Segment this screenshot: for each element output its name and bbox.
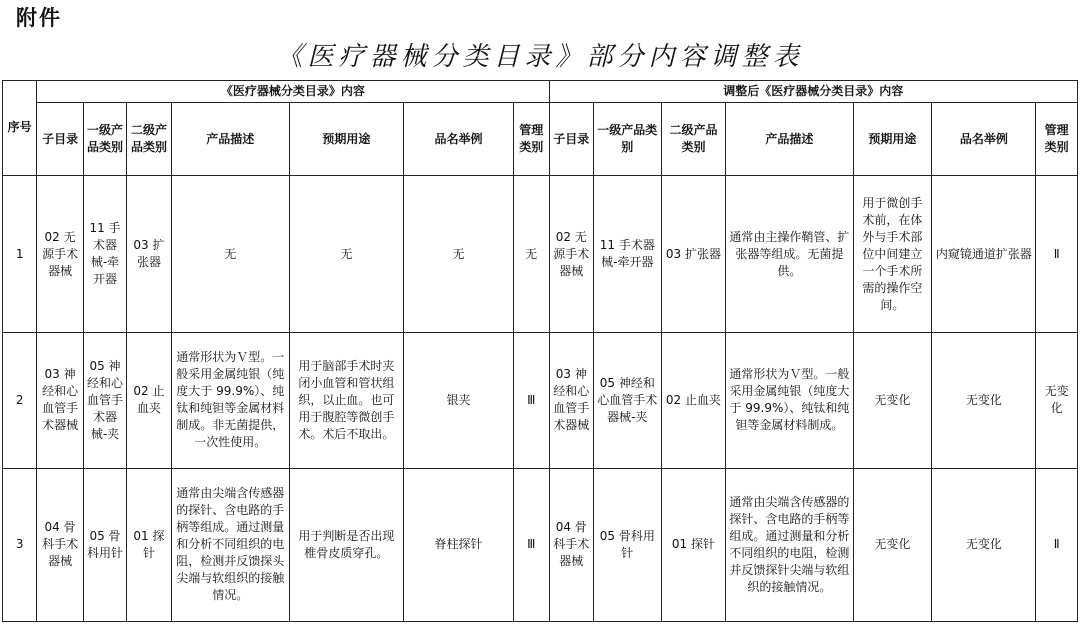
cell-before: 用于判断是否出现椎骨皮质穿孔。 [289,468,403,621]
header-before-intended-use: 预期用途 [289,103,403,176]
cell-before: 05 神经和心血管手术器械-夹 [83,333,126,468]
cell-before: 02 止血夹 [127,333,171,468]
cell-after: 03 扩张器 [661,175,726,332]
cell-after: 05 神经和心血管手术器械-夹 [593,333,661,468]
cell-seq: 2 [3,333,37,468]
cell-after: 无变化 [932,333,1036,468]
header-before-description: 产品描述 [171,103,289,176]
header-before-level2: 二级产品类别 [127,103,171,176]
cell-after: 11 手术器械-牵开器 [593,175,661,332]
cell-before: 无 [289,175,403,332]
cell-before: Ⅲ [514,333,549,468]
attachment-label: 附件 [16,6,62,30]
cell-before: 05 骨科用针 [83,468,126,621]
header-group-after: 调整后《医疗器械分类目录》内容 [549,81,1077,103]
header-after-subcatalog: 子目录 [549,103,593,176]
cell-before: 无 [171,175,289,332]
cell-after: 通常形状为Ｖ型。一般采用金属纯银（纯度大于 99.9%）、纯钛和纯钽等金属材料制成。 [726,333,853,468]
group-header-row [3,81,1078,103]
header-before-class: 管理类别 [514,103,549,176]
cell-after: 01 探针 [661,468,726,621]
cell-before: 无 [514,175,549,332]
cell-before: Ⅲ [514,468,549,621]
header-after-class: 管理类别 [1036,103,1078,176]
cell-after: 无变化 [853,333,932,468]
document-title: 《医疗器械分类目录》部分内容调整表 [276,42,804,72]
cell-after: Ⅱ [1036,468,1078,621]
cell-before: 03 扩张器 [127,175,171,332]
cell-before: 通常形状为Ｖ型。一般采用金属纯银（纯度大于 99.9%）、纯钛和纯钽等金属材料制成。非无菌提供，一次性使用。 [171,333,289,468]
cell-before: 通常由尖端含传感器的探针、含电路的手柄等组成。通过测量和分析不同组织的电阻，检测并反馈探头尖端与软组织的接触情况。 [171,468,289,621]
header-after-intended-use: 预期用途 [853,103,932,176]
header-before-level1: 一级产品类别 [83,103,126,176]
cell-after: 02 无源手术器械 [549,175,593,332]
cell-seq: 3 [3,468,37,621]
cell-before: 脊柱探针 [404,468,514,621]
table-row [3,175,1078,332]
cell-before: 04 骨科手术器械 [37,468,83,621]
header-after-level2: 二级产品类别 [661,103,726,176]
cell-before: 11 手术器械-牵开器 [83,175,126,332]
header-after-examples: 品名举例 [932,103,1036,176]
cell-after: 无变化 [853,468,932,621]
cell-after: 通常由主操作鞘管、扩张器等组成。无菌提供。 [726,175,853,332]
header-before-subcatalog: 子目录 [37,103,83,176]
cell-after: 无变化 [1036,333,1078,468]
header-after-description: 产品描述 [726,103,853,176]
cell-before: 01 探针 [127,468,171,621]
cell-before: 银夹 [404,333,514,468]
cell-after: 无变化 [932,468,1036,621]
cell-before: 03 神经和心血管手术器械 [37,333,83,468]
cell-after: 内窥镜通道扩张器 [932,175,1036,332]
column-header-row [3,103,1078,176]
cell-after: 用于微创手术前，在体外与手术部位中间建立一个手术所需的操作空间。 [853,175,932,332]
table-row [3,333,1078,468]
header-group-before: 《医疗器械分类目录》内容 [37,81,549,103]
header-seq: 序号 [3,81,37,176]
cell-after: 03 神经和心血管手术器械 [549,333,593,468]
header-after-level1: 一级产品类别 [593,103,661,176]
cell-after: Ⅱ [1036,175,1078,332]
cell-before: 用于脑部手术时夹闭小血管和管状组织，以止血。也可用于腹腔等微创手术。术后不取出。 [289,333,403,468]
cell-before: 02 无源手术器械 [37,175,83,332]
cell-before: 无 [404,175,514,332]
adjustment-table [2,80,1078,622]
cell-after: 通常由尖端含传感器的探针、含电路的手柄等组成。通过测量和分析不同组织的电阻，检测并反馈探针尖端与软组织的接触情况。 [726,468,853,621]
table-row [3,468,1078,621]
cell-after: 04 骨科手术器械 [549,468,593,621]
cell-seq: 1 [3,175,37,332]
cell-after: 02 止血夹 [661,333,726,468]
header-before-examples: 品名举例 [404,103,514,176]
cell-after: 05 骨科用针 [593,468,661,621]
